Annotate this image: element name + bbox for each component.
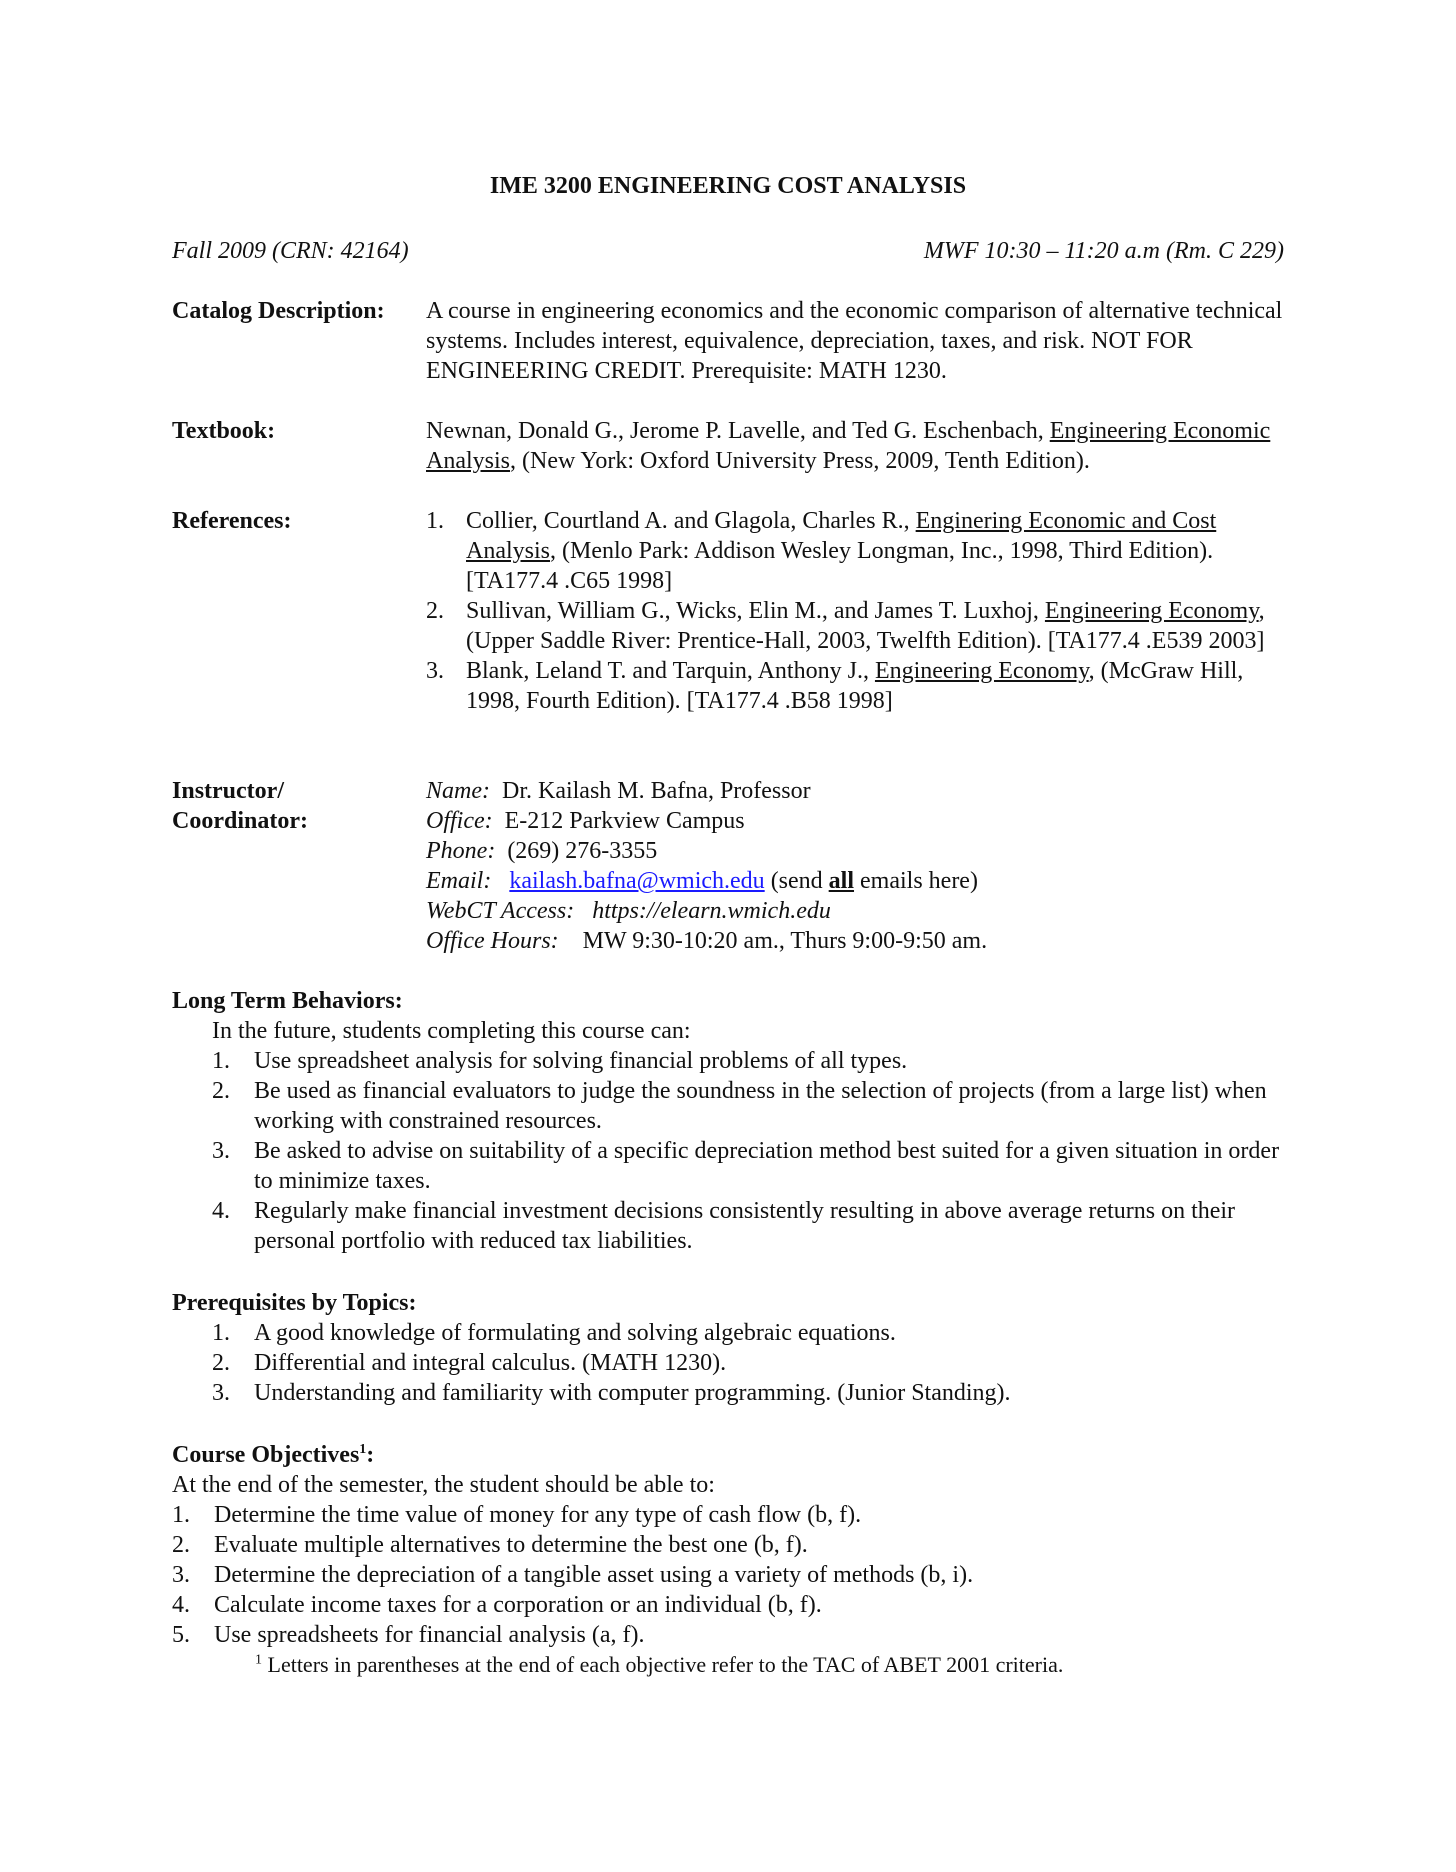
list-item: 2. Evaluate multiple alternatives to determine the best one (b, f). bbox=[172, 1532, 808, 1558]
list-item: 4. Calculate income taxes for a corporation or an individual (b, f). bbox=[172, 1592, 822, 1618]
list-item: 2. Be used as financial evaluators to judge the soundness in the selection of projects (from a large list) when working with constrained resources. bbox=[212, 1078, 1267, 1134]
office-hours-row: Office Hours: MW 9:30-10:20 am., Thurs 9:00-9:50 am. bbox=[426, 928, 988, 954]
prereq-heading: Prerequisites by Topics: bbox=[172, 1290, 417, 1316]
instructor-phone-row: Phone: (269) 276-3355 bbox=[426, 838, 658, 864]
textbook-title: Engineering Economic Analysis bbox=[426, 418, 1271, 474]
list-item: 1. A good knowledge of formulating and solving algebraic equations. bbox=[212, 1320, 896, 1346]
office-hours: MW 9:30-10:20 am., Thurs 9:00-9:50 am. bbox=[582, 928, 988, 954]
reference-item: 2. Sullivan, William G., Wicks, Elin M., and James T. Luxhoj, Engineering Economy, (Upper Saddle River: Prentice-Hall, 2003, Twelfth Edition). [TA177.4 .E539 2003] bbox=[426, 598, 1265, 654]
long-term-heading: Long Term Behaviors: bbox=[172, 988, 403, 1014]
reference-title: Engineering Economy bbox=[1044, 598, 1259, 624]
list-item: 1. Use spreadsheet analysis for solving financial problems of all types. bbox=[212, 1048, 908, 1074]
instructor-office-row: Office: E-212 Parkview Campus bbox=[426, 808, 745, 834]
prereq-list bbox=[212, 1318, 1292, 1408]
instructor-name-row: Name: Dr. Kailash M. Bafna, Professor bbox=[426, 778, 811, 804]
reference-title: Engineering Economy bbox=[874, 658, 1089, 684]
instructor-phone: (269) 276-3355 bbox=[507, 838, 658, 864]
textbook-authors: Newnan, Donald G., Jerome P. Lavelle, and Ted G. Eschenbach, bbox=[426, 418, 1050, 444]
email-link[interactable]: kailash.bafna@wmich.edu bbox=[509, 868, 765, 894]
catalog-text: A course in engineering economics and the economic comparison of alternative technical systems. Includes interest, equivalence, depreciation, taxes, and risk. NOT FOR ENGINEERING CREDIT. Prerequisite: MATH 1230. bbox=[426, 298, 1283, 384]
reference-item: 1. Collier, Courtland A. and Glagola, Charles R., Enginering Economic and Cost Analysis, (Menlo Park: Addison Wesley Longman, Inc., 1998, Third Edition). [TA177.4 .C65 1998] bbox=[426, 508, 1217, 594]
objectives-intro: At the end of the semester, the student should be able to: bbox=[172, 1472, 715, 1498]
term-info: Fall 2009 (CRN: 42164) bbox=[172, 238, 409, 264]
objectives-list bbox=[172, 1500, 1272, 1650]
list-item: 3. Determine the depreciation of a tangible asset using a variety of methods (b, i). bbox=[172, 1562, 974, 1588]
references-list bbox=[426, 506, 1286, 716]
webct-row: WebCT Access: https://elearn.wmich.edu bbox=[426, 898, 831, 924]
textbook-publication: , (New York: Oxford University Press, 2009, Tenth Edition). bbox=[510, 448, 1090, 474]
instructor-label: Instructor/ Coordinator: bbox=[172, 778, 308, 834]
list-item: 1. Determine the time value of money for any type of cash flow (b, f). bbox=[172, 1502, 862, 1528]
textbook-label: Textbook: bbox=[172, 418, 276, 444]
list-item: 5. Use spreadsheets for financial analysis (a, f). bbox=[172, 1622, 645, 1648]
list-item: 3. Be asked to advise on suitability of a specific depreciation method best suited for a given situation in order to minimize taxes. bbox=[212, 1138, 1280, 1194]
reference-title: Enginering Economic and Cost Analysis bbox=[466, 508, 1217, 564]
footnote-marker: 1 bbox=[359, 1442, 367, 1457]
textbook-citation bbox=[426, 416, 1286, 476]
course-title: IME 3200 ENGINEERING COST ANALYSIS bbox=[489, 173, 967, 199]
webct-url[interactable]: https://elearn.wmich.edu bbox=[592, 898, 831, 924]
instructor-office: E-212 Parkview Campus bbox=[504, 808, 745, 834]
footnote: $^1$ Letters in parentheses at the end of each objective refer to the TAC of ABET 2001 criteria. bbox=[255, 1652, 1064, 1677]
catalog-label: Catalog Description: bbox=[172, 298, 385, 324]
schedule-info: MWF 10:30 – 11:20 a.m (Rm. C 229) bbox=[923, 238, 1284, 264]
list-item: 2. Differential and integral calculus. (MATH 1230). bbox=[212, 1350, 727, 1376]
instructor-name: Dr. Kailash M. Bafna, Professor bbox=[501, 778, 811, 804]
instructor-email-row: Email: kailash.bafna@wmich.edu (send all emails here) bbox=[426, 868, 978, 894]
reference-item: 3. Blank, Leland T. and Tarquin, Anthony J., Engineering Economy, (McGraw Hill, 1998, Fourth Edition). [TA177.4 .B58 1998] bbox=[426, 658, 1244, 714]
list-item: 3. Understanding and familiarity with computer programming. (Junior Standing). bbox=[212, 1380, 1011, 1406]
instructor-details bbox=[426, 776, 1286, 956]
long-term-list bbox=[212, 1046, 1292, 1256]
long-term-intro: In the future, students completing this course can: bbox=[212, 1018, 691, 1044]
objectives-heading: Course Objectives$^1$: bbox=[172, 1442, 375, 1468]
list-item: 4. Regularly make financial investment decisions consistently resulting in above average returns on their personal portfolio with reduced tax liabilities. bbox=[212, 1198, 1236, 1254]
references-label: References: bbox=[172, 508, 292, 534]
